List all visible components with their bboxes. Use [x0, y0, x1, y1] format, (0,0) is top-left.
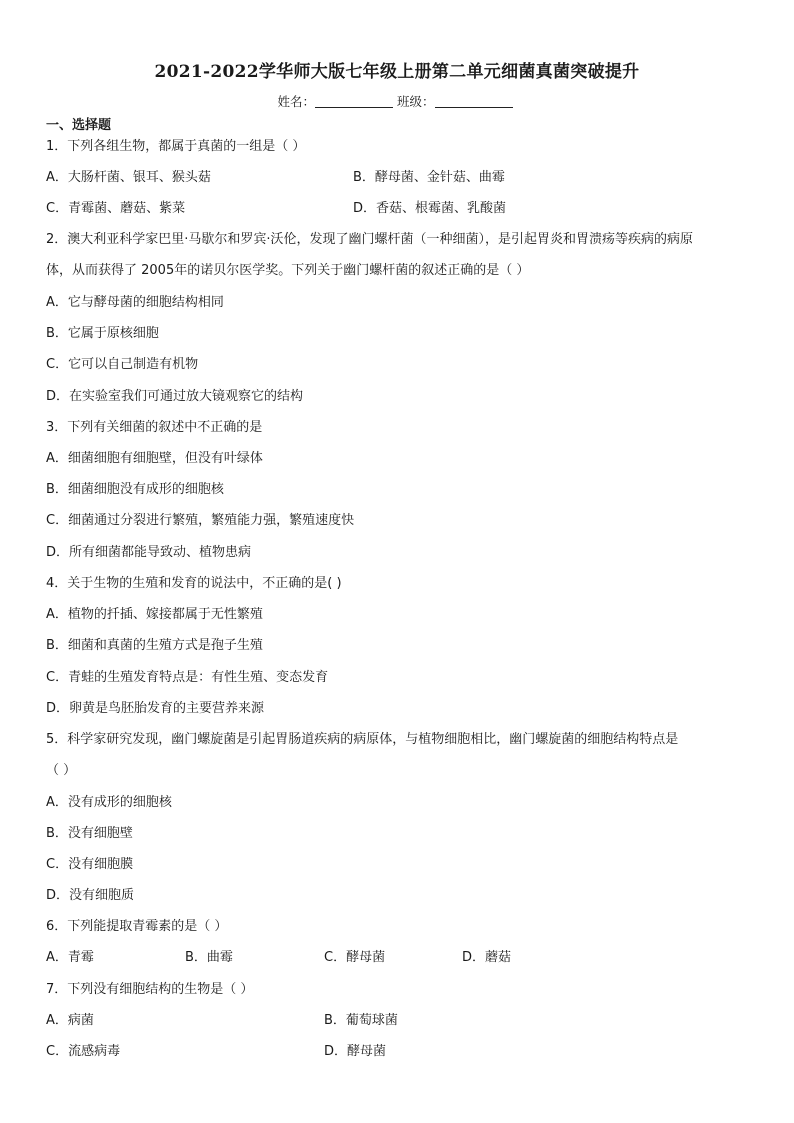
q2-option-b: B．它属于原核细胞 [46, 326, 159, 341]
q6-option-c: C．酵母菌 [324, 950, 386, 965]
q7-option-a: A．病菌 [46, 1013, 94, 1028]
q4-option-c: C．青蛙的生殖发育特点是：有性生殖、变态发育 [46, 670, 329, 685]
q1-option-d: D．香菇、根霉菌、乳酸菌 [353, 201, 507, 216]
q3-option-d: D．所有细菌都能导致动、植物患病 [46, 545, 252, 560]
q6-option-a: A．青霉 [46, 950, 94, 965]
q1-option-b: B．酵母菌、金针菇、曲霉 [353, 170, 505, 185]
q7-option-b: B．葡萄球菌 [324, 1013, 398, 1028]
q1-option-c: C．青霉菌、蘑菇、紫菜 [46, 201, 186, 216]
class-label: 班级： [397, 94, 435, 109]
page-title: 2021-2022学华师大版七年级上册第二单元细菌真菌突破提升 [154, 62, 640, 82]
q2-stem-line1: 2．澳大利亚科学家巴里·马歇尔和罗宾·沃伦，发现了幽门螺杆菌（一种细菌），是引起胃炎和胃溃疡等疾病的病原 [46, 232, 694, 247]
q7-option-d: D．酵母菌 [324, 1044, 387, 1059]
q5-option-b: B．没有细胞壁 [46, 826, 133, 841]
q4-option-a: A．植物的扦插、嫁接都属于无性繁殖 [46, 607, 263, 622]
q3-option-a: A．细菌细胞有细胞壁，但没有叶绿体 [46, 451, 263, 466]
q5-stem-line1: 5．科学家研究发现，幽门螺旋菌是引起胃肠道疾病的病原体，与植物细胞相比，幽门螺旋菌的细胞结构特点是 [46, 732, 679, 747]
q6-option-b: B．曲霉 [185, 950, 233, 965]
name-label: 姓名： [277, 94, 315, 109]
q2-option-a: A．它与酵母菌的细胞结构相同 [46, 295, 224, 310]
q7-stem: 7．下列没有细胞结构的生物是（ ） [46, 982, 254, 997]
q2-stem-line2: 体，从而获得了 2005年的诺贝尔医学奖。下列关于幽门螺杆菌的叙述正确的是（ ） [46, 263, 530, 278]
q3-stem: 3．下列有关细菌的叙述中不正确的是 [46, 420, 263, 435]
q5-option-d: D．没有细胞质 [46, 888, 135, 903]
q3-option-b: B．细菌细胞没有成形的细胞核 [46, 482, 224, 497]
q1-stem: 1．下列各组生物，都属于真菌的一组是（ ） [46, 139, 306, 154]
q5-stem-line2: （ ） [46, 763, 77, 778]
q7-option-c: C．流感病毒 [46, 1044, 121, 1059]
q1-option-a: A．大肠杆菌、银耳、猴头菇 [46, 170, 211, 185]
q4-stem: 4．关于生物的生殖和发育的说法中，不正确的是( ) [46, 576, 342, 591]
q2-option-c: C．它可以自己制造有机物 [46, 357, 199, 372]
q6-stem: 6．下列能提取青霉素的是（ ） [46, 919, 228, 934]
student-info-line [0, 92, 794, 110]
q4-option-b: B．细菌和真菌的生殖方式是孢子生殖 [46, 638, 263, 653]
q6-option-d: D．蘑菇 [462, 950, 512, 965]
section-heading: 一、选择题 [46, 118, 112, 133]
name-blank[interactable] [315, 94, 393, 108]
q5-option-a: A．没有成形的细胞核 [46, 795, 172, 810]
q3-option-c: C．细菌通过分裂进行繁殖，繁殖能力强，繁殖速度快 [46, 513, 355, 528]
q5-option-c: C．没有细胞膜 [46, 857, 134, 872]
class-blank[interactable] [435, 94, 513, 108]
q4-option-d: D．卵黄是鸟胚胎发育的主要营养来源 [46, 701, 265, 716]
q2-option-d: D．在实验室我们可通过放大镜观察它的结构 [46, 389, 304, 404]
